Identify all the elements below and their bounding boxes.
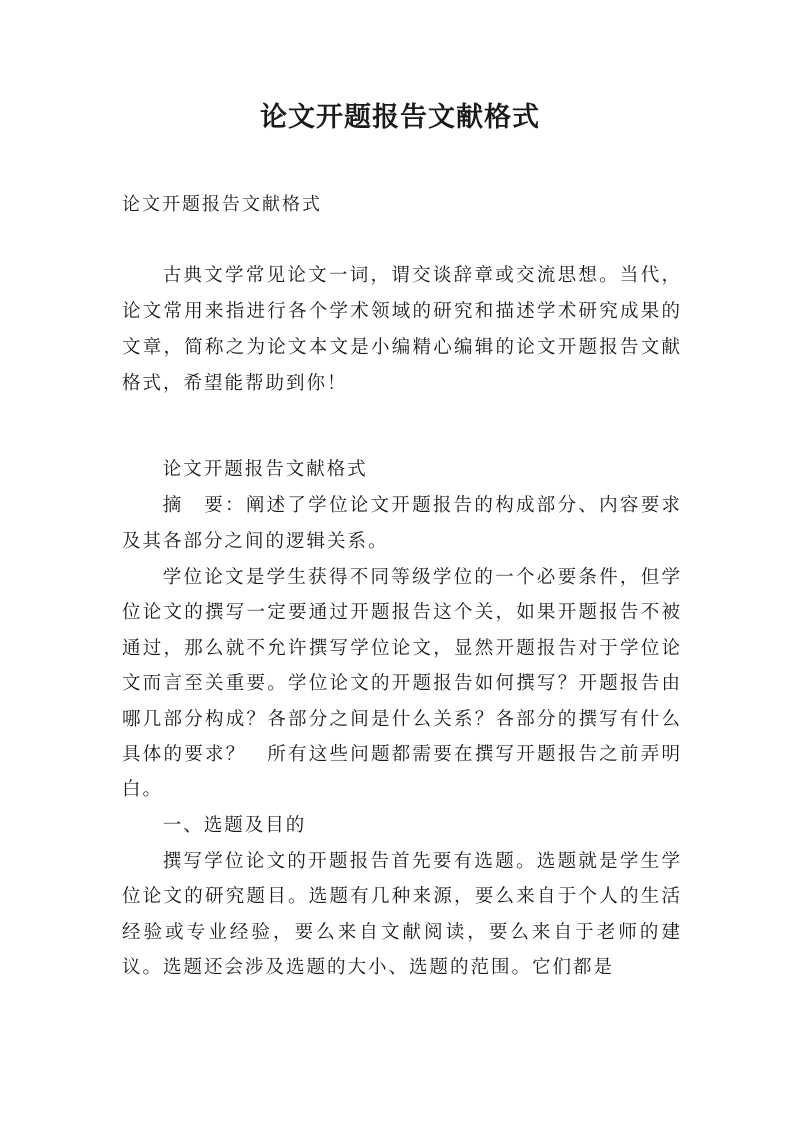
section-heading-topic: 一、选题及目的: [162, 814, 307, 836]
body-section: [122, 452, 682, 985]
body-paragraph: 学位论文是学生获得不同等级学位的一个必要条件，但学位论文的撰写一定要通过开题报告这个关，如果开题报告不被通过，那么就不允许撰写学位论文，显然开题报告对于学位论文而言至关重要。学位论文的开题报告如何撰写？开题报告由哪几部分构成？各部分之间是什么关系？各部分的撰写有什么具体的要求？ 所有这些问题都需要在撰写开题报告之前弄明白。: [122, 567, 682, 801]
body-paragraph-topic: 撰写学位论文的开题报告首先要有选题。选题就是学生学位论文的研究题目。选题有几种来源，要么来自于个人的生活经验或专业经验，要么来自文献阅读，要么来自于老师的建议。选题还会涉及选题的大小、选题的范围。它们都是: [122, 850, 682, 979]
section-heading: 论文开题报告文献格式: [162, 459, 368, 480]
abstract-paragraph: 摘 要：阐述了学位论文开题报告的构成部分、内容要求及其各部分之间的逻辑关系。: [122, 495, 682, 552]
intro-section: [122, 258, 682, 402]
intro-paragraph: 古典文学常见论文一词，谓交谈辞章或交流思想。当代，论文常用来指进行各个学术领域的研究和描述学术研究成果的文章，简称之为论文本文是小编精心编辑的论文开题报告文献格式，希望能帮助到你！: [122, 265, 682, 394]
document-title: 论文开题报告文献格式: [260, 102, 540, 133]
document-subtitle: 论文开题报告文献格式: [122, 194, 322, 215]
